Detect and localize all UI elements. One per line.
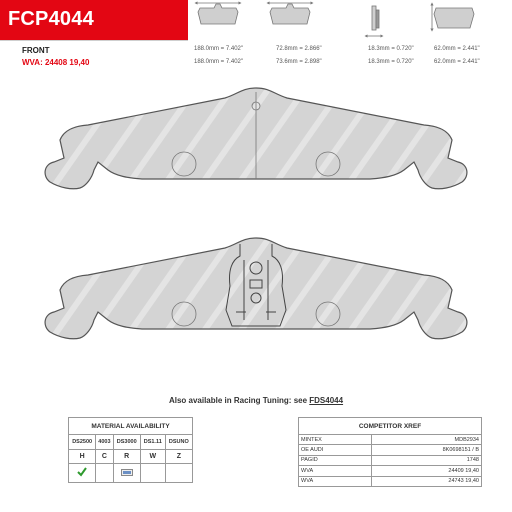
thumb-front-length (196, 3, 240, 24)
material-letter: W (140, 450, 165, 464)
xref-brand: MINTEX (299, 435, 372, 445)
competitor-xref-table (298, 417, 482, 487)
axle-position: FRONT (22, 46, 50, 55)
competitor-xref-title: COMPETITOR XREF (299, 418, 482, 435)
dim-height-2: 62.0mm = 2.441" (434, 59, 480, 65)
dim-thickness-2: 18.3mm = 0.720" (368, 59, 414, 65)
thumb-back-length (268, 3, 312, 24)
dimension-thumbnails (186, 0, 512, 44)
dim-thickness-1: 18.3mm = 0.720" (368, 46, 414, 52)
table-row (299, 435, 482, 445)
racing-tuning-link[interactable]: FDS4044 (309, 396, 344, 405)
table-row (299, 466, 482, 476)
availability-cell (113, 464, 140, 483)
material-code: DS2500 (69, 435, 96, 450)
table-row (299, 455, 482, 465)
wva-number: WVA: 24408 19,40 (22, 58, 90, 67)
availability-cell (69, 464, 96, 483)
material-code: DS1.11 (140, 435, 165, 450)
xref-ref: 24409 19,40 (371, 466, 481, 476)
xref-ref: 8K0698151 / B (371, 445, 481, 455)
material-code: DS3000 (113, 435, 140, 450)
checkmark-icon (77, 467, 87, 477)
availability-cell (140, 464, 165, 483)
material-letter: C (96, 450, 113, 464)
material-availability-title: MATERIAL AVAILABILITY (69, 418, 193, 435)
material-availability-table (68, 417, 193, 483)
racing-tuning-text: Also available in Racing Tuning: see (168, 396, 310, 405)
table-row (299, 476, 482, 486)
part-number: FCP4044 (8, 8, 94, 30)
pad-front-view (45, 88, 467, 189)
availability-cell (165, 464, 192, 483)
dim-height-1: 62.0mm = 2.441" (434, 46, 480, 52)
table-row (299, 445, 482, 455)
thumb-height (432, 4, 474, 30)
xref-brand: WVA (299, 476, 372, 486)
pad-back-view (45, 238, 467, 339)
xref-brand: PAGID (299, 455, 372, 465)
material-letter: Z (165, 450, 192, 464)
brake-pad-drawing (0, 80, 512, 396)
material-code: DSUNO (165, 435, 192, 450)
dim-length-1: 188.0mm = 7.402" (194, 46, 243, 52)
thumb-thickness (366, 6, 382, 36)
availability-cell (96, 464, 113, 483)
racing-pad-icon (121, 468, 133, 477)
material-code: 4003 (96, 435, 113, 450)
xref-ref: 1748 (371, 455, 481, 465)
dim-width-1: 72.8mm = 2.866" (276, 46, 322, 52)
material-letter: H (69, 450, 96, 464)
dim-length-2: 188.0mm = 7.402" (194, 59, 243, 65)
xref-ref: MDB2934 (371, 435, 481, 445)
header-divider (0, 40, 188, 41)
dim-width-2: 73.6mm = 2.898" (276, 59, 322, 65)
xref-ref: 24743 19,40 (371, 476, 481, 486)
material-letter: R (113, 450, 140, 464)
racing-tuning-note (0, 396, 512, 405)
xref-brand: WVA (299, 466, 372, 476)
xref-brand: OE AUDI (299, 445, 372, 455)
